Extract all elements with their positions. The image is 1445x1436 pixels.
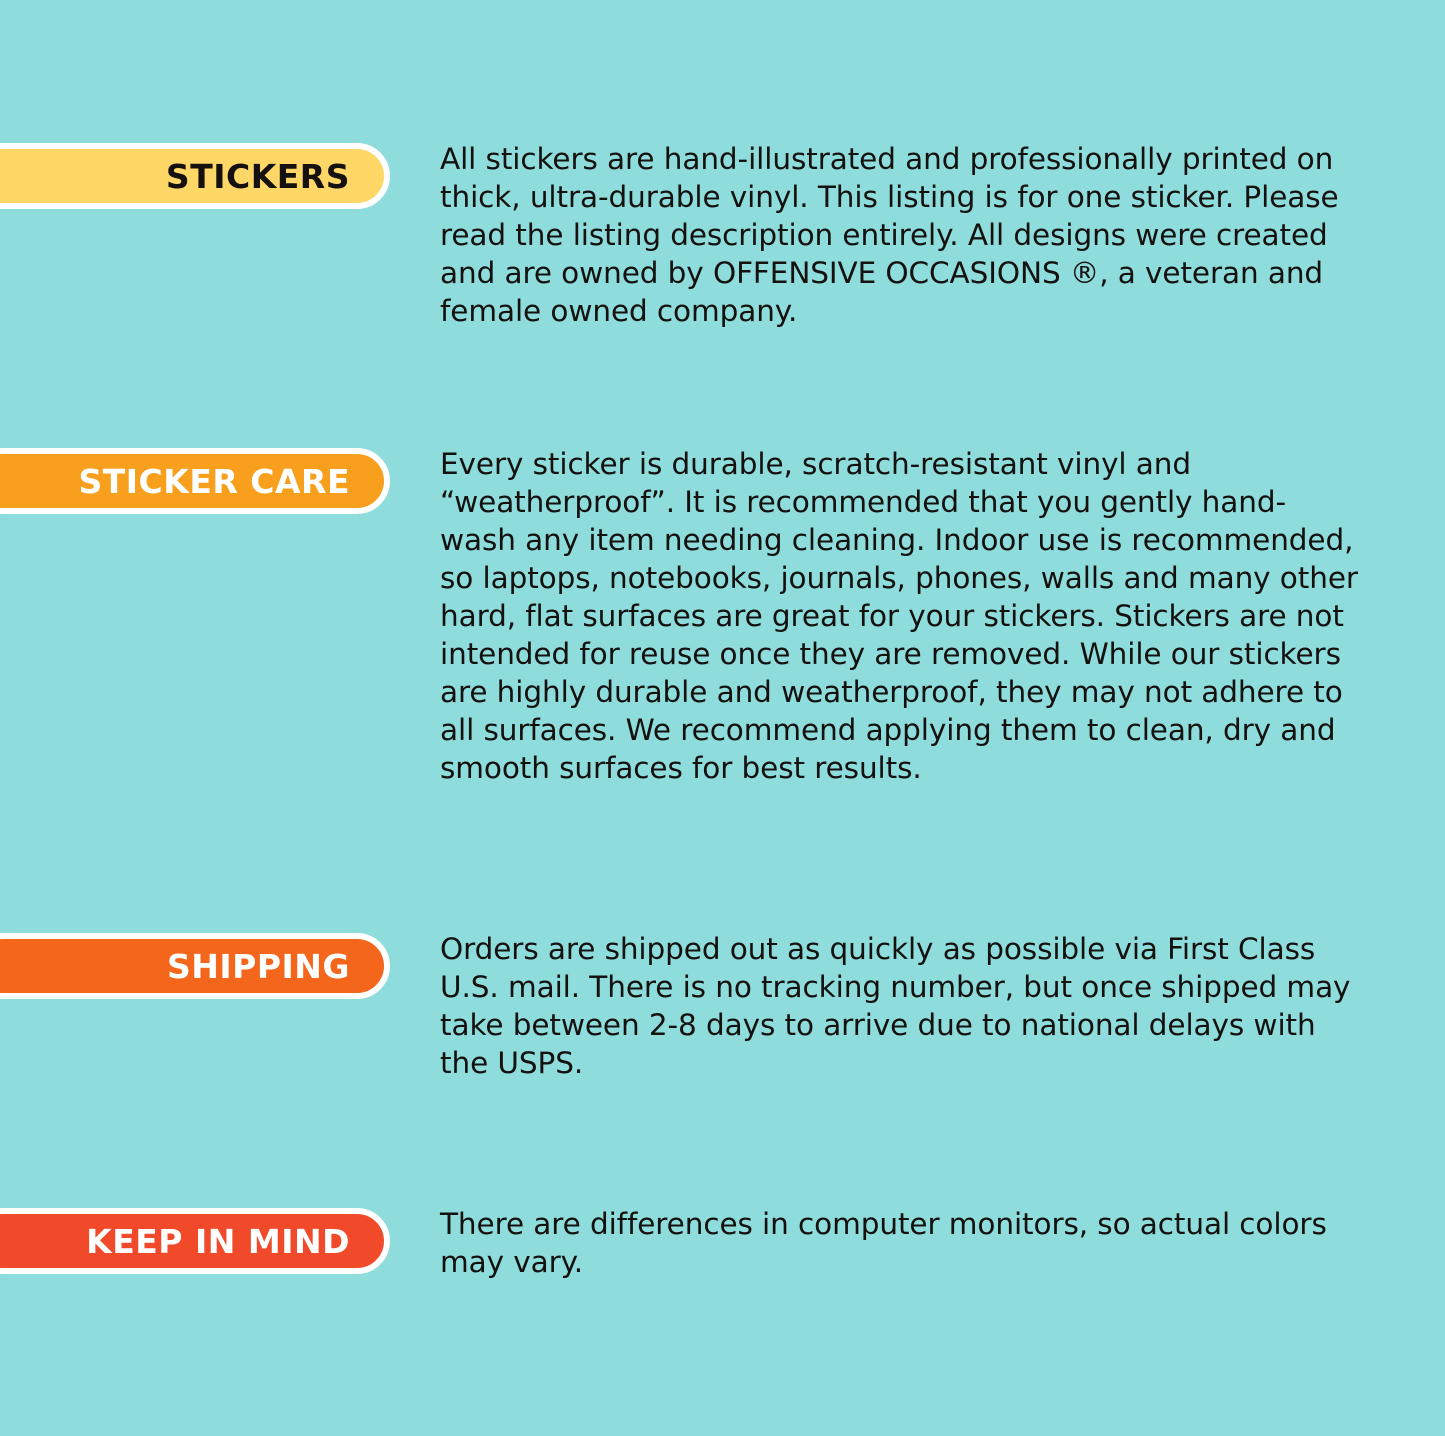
section-label-pill-sticker-care [0, 448, 390, 514]
section-label-pill-shipping [0, 933, 390, 999]
section-label-pill-stickers [0, 143, 390, 209]
section-body-keep-in-mind: There are differences in computer monitors, so actual colors may vary. [440, 1207, 1327, 1279]
section-label-text: STICKERS [165, 156, 350, 196]
section-label-text: STICKER CARE [78, 461, 350, 501]
section-label-text: SHIPPING [166, 946, 350, 986]
section-label-text: KEEP IN MIND [86, 1221, 350, 1261]
section-body-sticker-care: Every sticker is durable, scratch-resistant vinyl and “weatherproof”. It is recommended that you gently hand-wash any item needing cleaning. Indoor use is recommended, so laptops, notebooks, journals, phones, walls and many other hard, flat surfaces are great for your stickers. Stickers are not intended for reuse once they are removed. While our stickers are highly durable and weatherproof, they may not adhere to all surfaces. We recommend applying them to clean, dry and smooth surfaces for best results. [440, 447, 1358, 785]
section-body-stickers: All stickers are hand-illustrated and professionally printed on thick, ultra-durable vinyl. This listing is for one sticker. Please read the listing description entirely. All designs were created and are owned by OFFENSIVE OCCASIONS ®, a veteran and female owned company. [440, 142, 1339, 328]
section-body-shipping: Orders are shipped out as quickly as possible via First Class U.S. mail. There is no tracking number, but once shipped may take between 2-8 days to arrive due to national delays with the USPS. [440, 932, 1351, 1080]
section-label-pill-keep-in-mind [0, 1208, 390, 1274]
